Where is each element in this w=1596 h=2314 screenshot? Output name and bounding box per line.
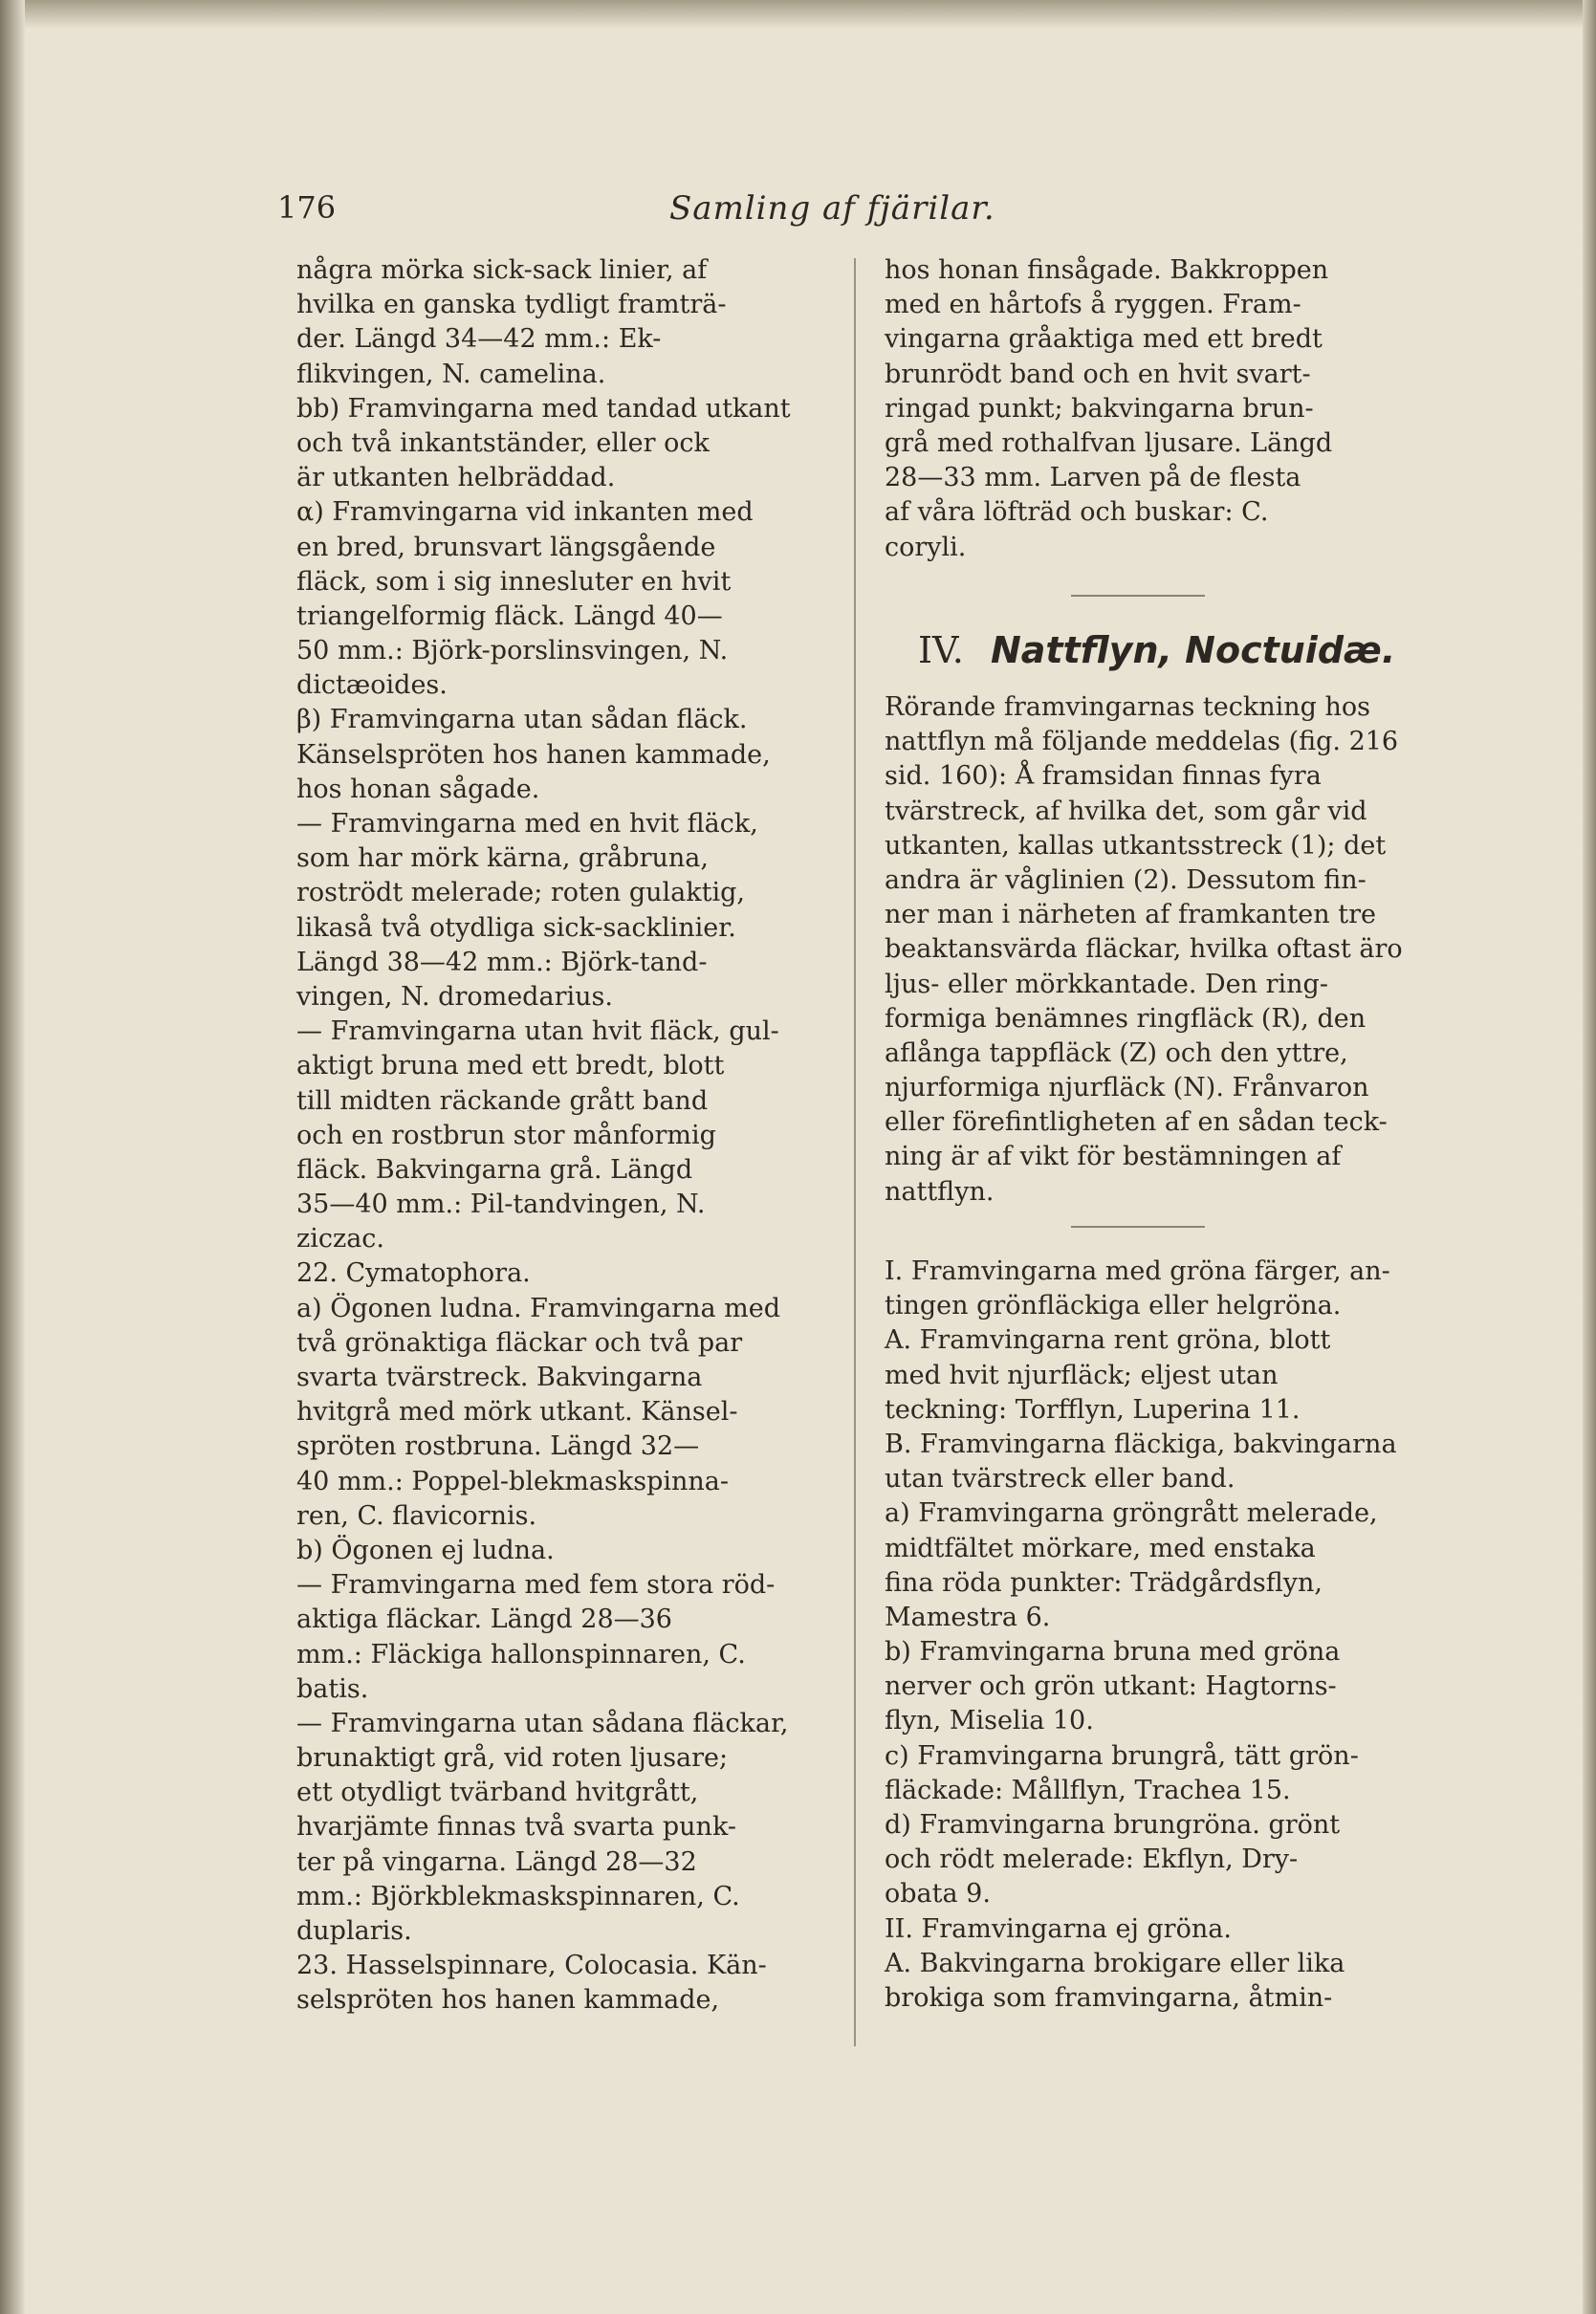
text-line: och två inkantständer, eller ock	[296, 427, 710, 458]
text-line: hos honan finsågade. Bakkroppen	[885, 255, 1329, 285]
text-line: nattflyn må följande meddelas (fig. 216	[885, 727, 1399, 757]
text-line: hvitgrå med mörk utkant. Känsel-	[296, 1397, 738, 1428]
text-line: hvarjämte finnas två svarta punk-	[296, 1812, 736, 1843]
text-line: två grönaktiga fläckar och två par	[296, 1327, 743, 1358]
text-line: 35—40 mm.: Pil-tandvingen, N.	[296, 1190, 706, 1220]
text-line: teckning: Torfflyn, Luperina 11.	[885, 1394, 1301, 1425]
text-line: med hvit njurfläck; eljest utan	[885, 1360, 1279, 1390]
right-column-top	[885, 253, 1410, 565]
text-line: aflånga tappfläck (Z) och den yttre,	[885, 1037, 1348, 1068]
text-line: b) Framvingarna bruna med gröna	[885, 1637, 1341, 1668]
text-line: ner man i närheten af framkanten tre	[885, 900, 1376, 930]
text-line: njurformiga njurfläck (N). Frånvaron	[885, 1073, 1369, 1103]
text-line: midtfältet mörkare, med enstaka	[885, 1533, 1316, 1563]
text-line: ziczac.	[296, 1224, 385, 1255]
section-title: Nattflyn, Noctuidæ.	[990, 629, 1396, 671]
section-rule	[1071, 1226, 1205, 1228]
text-line: likaså två otydliga sick-sacklinier.	[296, 912, 736, 943]
text-line: med en hårtofs å ryggen. Fram-	[885, 290, 1301, 320]
text-line: till midten räckande grått band	[296, 1085, 709, 1116]
section-number: IV.	[918, 629, 964, 671]
text-line: α) Framvingarna vid inkanten med	[296, 497, 754, 528]
text-line: mm.: Björkblekmaskspinnaren, C.	[296, 1881, 740, 1911]
text-line: β) Framvingarna utan sådan fläck.	[296, 705, 748, 735]
text-line: andra är våglinien (2). Dessutom fin-	[885, 864, 1366, 895]
right-column-intro	[885, 690, 1410, 1210]
text-line: — Framvingarna med fem stora röd-	[296, 1570, 776, 1601]
text-line: — Framvingarna med en hvit fläck,	[296, 809, 758, 839]
text-line: b) Ögonen ej ludna.	[296, 1535, 555, 1565]
text-line: 40 mm.: Poppel-blekmaskspinna-	[296, 1466, 729, 1496]
text-line: aktiga fläckar. Längd 28—36	[296, 1605, 672, 1635]
text-line: — Framvingarna utan hvit fläck, gul-	[296, 1016, 779, 1047]
text-line: ett otydligt tvärband hvitgrått,	[296, 1778, 699, 1808]
text-line: duplaris.	[296, 1916, 412, 1946]
text-line: ter på vingarna. Längd 28—32	[296, 1846, 697, 1877]
text-line: hvilka en ganska tydligt framträ-	[296, 290, 727, 320]
text-line: mm.: Fläckiga hallonspinnaren, C.	[296, 1639, 746, 1670]
text-line: brunaktigt grå, vid roten ljusare;	[296, 1743, 729, 1774]
text-line: hos honan sågade.	[296, 774, 540, 804]
right-column-key	[885, 1255, 1410, 2016]
text-line: obata 9.	[885, 1879, 991, 1910]
text-line: d) Framvingarna brungröna. grönt	[885, 1810, 1341, 1840]
text-line: ning är af vikt för bestämningen af	[885, 1142, 1342, 1172]
text-line: vingarna gråaktiga med ett bredt	[885, 324, 1323, 355]
text-line: tingen grönfläckiga eller helgröna.	[885, 1291, 1342, 1321]
text-line: af våra löfträd och buskar: C.	[885, 497, 1269, 528]
text-line: grå med rothalfvan ljusare. Längd	[885, 427, 1333, 458]
text-line: flyn, Miselia 10.	[885, 1706, 1094, 1736]
text-line: beaktansvärda fläckar, hvilka oftast äro	[885, 934, 1403, 965]
text-line: dictæoides.	[296, 670, 448, 701]
text-line: fläck. Bakvingarna grå. Längd	[296, 1154, 693, 1185]
text-line: ringad punkt; bakvingarna brun-	[885, 393, 1314, 424]
text-line: som har mörk kärna, gråbruna,	[296, 843, 709, 874]
text-line: utan tvärstreck eller band.	[885, 1464, 1235, 1495]
text-line: A. Bakvingarna brokigare eller lika	[885, 1948, 1345, 1978]
text-line: a) Framvingarna gröngrått melerade,	[885, 1498, 1378, 1529]
text-line: svarta tvärstreck. Bakvingarna	[296, 1363, 703, 1392]
text-line: A. Framvingarna rent gröna, blott	[885, 1325, 1331, 1356]
text-line: II. Framvingarna ej gröna.	[885, 1913, 1232, 1944]
text-line: bb) Framvingarna med tandad utkant	[296, 393, 791, 424]
text-line: a) Ögonen ludna. Framvingarna med	[296, 1293, 781, 1323]
text-line: batis.	[296, 1673, 369, 1704]
text-line: Rörande framvingarnas teckning hos	[885, 692, 1371, 722]
text-line: aktigt bruna med ett bredt, blott	[296, 1051, 725, 1081]
text-line: sid. 160): Å framsidan finnas fyra	[885, 761, 1322, 792]
text-line: vingen, N. dromedarius.	[296, 981, 613, 1012]
text-line: fina röda punkter: Trädgårdsflyn,	[885, 1567, 1323, 1598]
text-line: brunrödt band och en hvit svart-	[885, 359, 1311, 389]
text-line: flikvingen, N. camelina.	[296, 359, 606, 389]
text-line: 50 mm.: Björk-porslinsvingen, N.	[296, 636, 729, 666]
text-line: och rödt melerade: Ekflyn, Dry-	[885, 1845, 1299, 1875]
page-right-edge	[1583, 0, 1596, 2314]
text-line: 22. Cymatophora.	[296, 1258, 531, 1289]
text-line: der. Längd 34—42 mm.: Ek-	[296, 324, 662, 355]
text-line: eller förefintligheten af en sådan teck-	[885, 1107, 1388, 1138]
text-line: fläckade: Mållflyn, Trachea 15.	[885, 1775, 1291, 1805]
text-line: 23. Hasselspinnare, Colocasia. Kän-	[296, 1951, 767, 1981]
text-line: 28—33 mm. Larven på de flesta	[885, 463, 1301, 493]
text-line: coryli.	[885, 532, 967, 562]
text-line: ren, C. flavicornis.	[296, 1500, 537, 1531]
text-line: formiga benämnes ringfläck (R), den	[885, 1003, 1366, 1034]
text-line: selspröten hos hanen kammade,	[296, 1985, 720, 2016]
text-line: Längd 38—42 mm.: Björk-tand-	[296, 947, 708, 977]
text-line: triangelformig fläck. Längd 40—	[296, 600, 723, 631]
text-line: är utkanten helbräddad.	[296, 463, 616, 493]
text-line: fläck, som i sig innesluter en hvit	[296, 566, 732, 597]
page-binding-edge	[0, 0, 25, 2314]
page-header	[277, 189, 1511, 237]
text-line: några mörka sick-sack linier, af	[296, 255, 708, 285]
text-line: och en rostbrun stor månformig	[296, 1120, 716, 1150]
text-line: nattflyn.	[885, 1176, 995, 1207]
text-line: — Framvingarna utan sådana fläckar,	[296, 1708, 789, 1738]
text-line: B. Framvingarna fläckiga, bakvingarna	[885, 1429, 1397, 1459]
text-line: en bred, brunsvart längsgående	[296, 532, 716, 562]
text-line: c) Framvingarna brungrå, tätt grön-	[885, 1740, 1359, 1771]
text-line: Känselspröten hos hanen kammade,	[296, 739, 771, 770]
text-line: tvärstreck, af hvilka det, som går vid	[885, 796, 1367, 826]
text-line: ljus- eller mörkkantade. Den ring-	[885, 969, 1328, 999]
section-rule	[1071, 595, 1205, 597]
text-line: I. Framvingarna med gröna färger, an-	[885, 1256, 1390, 1286]
text-line: utkanten, kallas utkantsstreck (1); det	[885, 830, 1387, 861]
text-line: Mamestra 6.	[885, 1602, 1051, 1632]
running-title: Samling af fjärilar.	[669, 189, 995, 228]
left-column	[296, 253, 832, 2019]
text-line: brokiga som framvingarna, åtmin-	[885, 1982, 1333, 2013]
text-line: nerver och grön utkant: Hagtorns-	[885, 1671, 1337, 1702]
text-line: roströdt melerade; roten gulaktig,	[296, 878, 745, 908]
column-divider	[854, 258, 856, 2046]
page-number: 176	[277, 189, 337, 226]
section-heading	[918, 629, 1395, 671]
page-top-edge	[0, 0, 1596, 29]
text-line: spröten rostbruna. Längd 32—	[296, 1431, 700, 1462]
